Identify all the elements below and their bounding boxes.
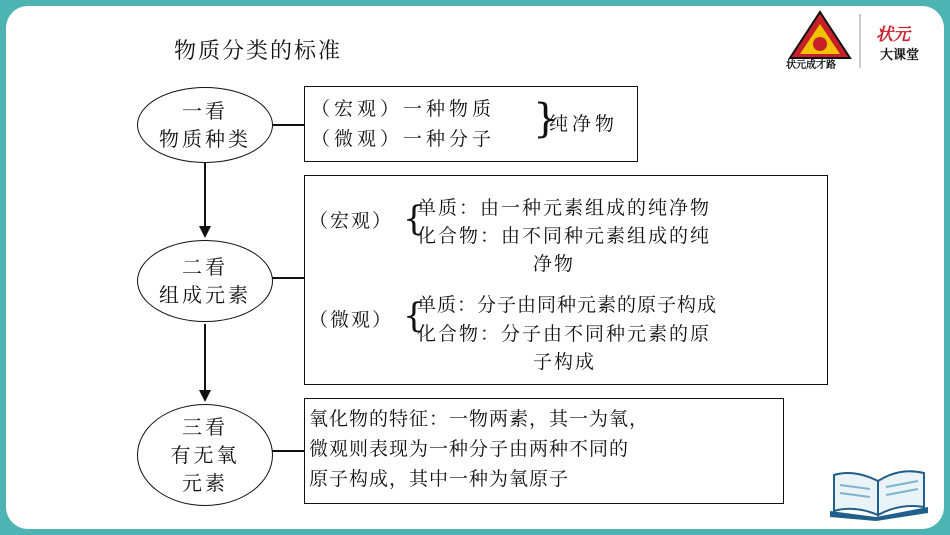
step-3-line-2: 有无氧 [170,443,240,467]
step-2-line-2: 组成元素 [159,283,251,307]
connector-1-2 [204,160,206,228]
connector-step3-box3 [270,450,304,452]
box2-macro-line-3: 净物 [533,253,576,275]
box3-line-2: 微观则表现为一种分子由两种不同的 [309,438,630,460]
step-2-line-1: 二看 [182,255,228,279]
box3-line-3: 原子构成，其中一种为氧原子 [309,468,570,490]
page-title: 物质分类的标准 [174,39,343,64]
logo-right-bottom: 大课堂 [880,48,920,63]
box2-micro-line-1: 单质：分子由同种元素的原子构成 [417,294,718,316]
box2-macro-label: （宏观） [309,210,394,232]
box2-micro-label: （微观） [309,309,394,331]
open-book-icon [824,461,934,521]
connector-step1-box1 [270,124,304,126]
arrow-down-icon [199,226,211,238]
box-composition [304,175,828,385]
box3-line-1: 氧化物的特征：一物两素，其一为氧， [309,408,650,430]
step-1-line-1: 一看 [182,99,228,123]
box-oxide-feature [304,398,784,504]
step-3-line-3: 元素 [182,471,228,495]
box2-macro-line-1: 单质：由一种元素组成的纯净物 [417,197,712,219]
brace-icon: { [403,296,425,336]
brace-icon: { [403,199,425,239]
connector-2-3 [204,324,206,392]
box1-line-2: （微观）一种分子 [311,128,496,150]
box2-micro-line-3: 子构成 [533,351,597,373]
box1-line-1: （宏观）一种物质 [311,98,496,120]
brace-icon: } [533,96,559,142]
logo-right-top: 状元 [876,25,910,45]
box2-macro-line-2: 化合物：由不同种元素组成的纯 [417,225,712,247]
step-1-line-2: 物质种类 [159,127,251,151]
arrow-down-icon [199,390,211,402]
step-3-ellipse [137,404,273,506]
connector-step2-box2 [270,277,304,279]
step-1-ellipse [137,87,273,163]
step-2-ellipse [137,240,273,322]
brand-logo [784,6,934,76]
box-pure-substance [304,86,638,162]
slide [6,6,944,529]
box2-micro-line-2: 化合物：分子由不同种元素的原 [417,323,712,345]
logo-left-text: 状元成才路 [786,60,836,71]
step-3-line-1: 三看 [182,415,228,439]
box1-result: 纯净物 [549,113,619,135]
